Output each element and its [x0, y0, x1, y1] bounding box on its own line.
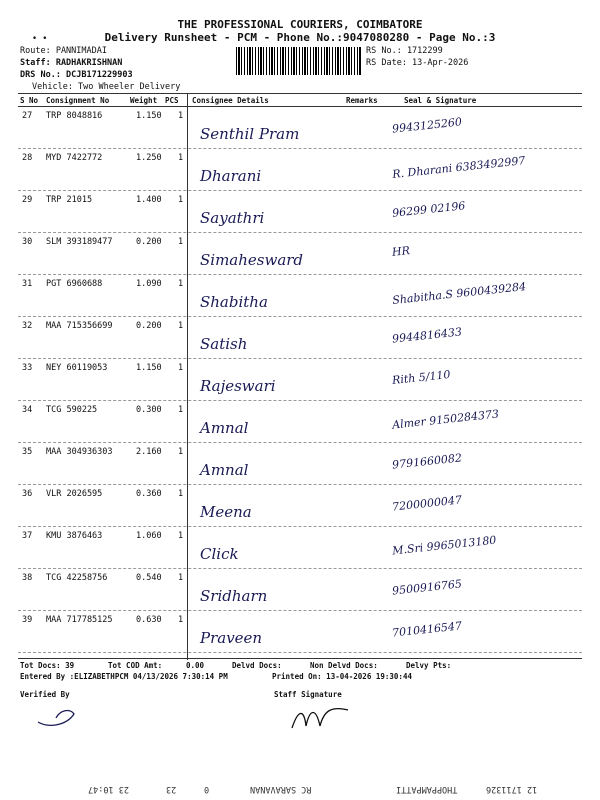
row-consignee-handwritten: Amnal: [200, 419, 249, 437]
row-pcs: 1: [178, 279, 184, 289]
row-pcs: 1: [178, 153, 184, 163]
row-sno: 38: [22, 573, 33, 583]
row-divider: [18, 400, 582, 401]
row-divider: [18, 568, 582, 569]
non-delvd-docs: Non Delvd Docs:: [310, 661, 378, 670]
row-pcs: 1: [178, 405, 184, 415]
staff-label: Staff: RADHAKRISHNAN: [20, 58, 123, 68]
row-divider: [18, 526, 582, 527]
bottom-strip-name: RC SARAVANAN: [250, 784, 312, 794]
bottom-strip-zero: 0: [204, 784, 210, 794]
row-divider: [18, 358, 582, 359]
tot-cod-value: 0.00: [186, 661, 205, 670]
row-weight: 0.300: [136, 405, 162, 415]
row-consignment: NEY 60119053: [46, 363, 108, 373]
row-pcs: 1: [178, 237, 184, 247]
row-weight: 0.540: [136, 573, 162, 583]
row-weight: 2.160: [136, 447, 162, 457]
tot-cod-label: Tot COD Amt:: [108, 661, 163, 670]
row-signature-handwritten: 9791660082: [391, 451, 463, 472]
row-consignment: TCG 590225: [46, 405, 98, 415]
company-title: THE PROFESSIONAL COURIERS, COIMBATORE: [177, 18, 423, 31]
row-consignee-handwritten: Rajeswari: [200, 377, 276, 395]
row-consignee-handwritten: Click: [200, 545, 239, 563]
row-divider: [18, 442, 582, 443]
row-sno: 39: [22, 615, 33, 625]
footer-rule: [18, 658, 582, 659]
row-signature-handwritten: 7010416547: [391, 619, 463, 640]
tot-docs: Tot Docs: 39: [20, 661, 75, 670]
row-signature-handwritten: HR: [391, 244, 411, 259]
row-divider: [18, 316, 582, 317]
printed-on: Printed On: 13-04-2026 19:30:44: [272, 672, 412, 681]
row-sno: 34: [22, 405, 33, 415]
row-weight: 0.360: [136, 489, 162, 499]
row-sno: 28: [22, 153, 33, 163]
col-divider: [187, 93, 188, 660]
row-sno: 27: [22, 111, 33, 121]
row-signature-handwritten: Rith 5/110: [391, 367, 452, 388]
row-weight: 1.250: [136, 153, 162, 163]
row-signature-handwritten: R. Dharani 6383492997: [391, 154, 526, 181]
row-pcs: 1: [178, 447, 184, 457]
row-divider: [18, 148, 582, 149]
row-divider: [18, 484, 582, 485]
row-pcs: 1: [178, 615, 184, 625]
col-sno: S No: [20, 96, 39, 105]
row-signature-handwritten: 9944816433: [391, 325, 463, 346]
table-top-rule: [18, 93, 582, 94]
col-seal: Seal & Signature: [404, 96, 477, 105]
row-consignee-handwritten: Meena: [200, 503, 252, 521]
row-sno: 31: [22, 279, 33, 289]
drs-label: DRS No.: DCJB171229903: [20, 70, 133, 80]
runsheet-title: Delivery Runsheet - PCM - Phone No.:9047080280 - Page No.:3: [104, 31, 496, 44]
row-sno: 30: [22, 237, 33, 247]
row-divider: [18, 190, 582, 191]
row-consignment: TCG 42258756: [46, 573, 108, 583]
vehicle-label: Vehicle: Two Wheeler Delivery: [32, 82, 181, 92]
row-weight: 1.400: [136, 195, 162, 205]
verified-signature: [30, 700, 90, 730]
col-pcs: PCS: [165, 96, 179, 105]
row-signature-handwritten: M.Sri 9965013180: [391, 533, 497, 558]
row-consignment: TRP 8048816: [46, 111, 103, 121]
rs-date: RS Date: 13-Apr-2026: [366, 58, 469, 68]
row-weight: 1.090: [136, 279, 162, 289]
row-sno: 29: [22, 195, 33, 205]
row-consignee-handwritten: Sayathri: [200, 209, 265, 227]
row-weight: 0.200: [136, 237, 162, 247]
row-signature-handwritten: 7200000047: [391, 493, 463, 514]
row-consignment: KMU 3876463: [46, 531, 103, 541]
route-label: Route: PANNIMADAI: [20, 46, 107, 56]
col-weight: Weight: [130, 96, 158, 105]
verified-by: Verified By: [20, 690, 70, 699]
row-pcs: 1: [178, 489, 184, 499]
row-weight: 1.150: [136, 111, 162, 121]
row-pcs: 1: [178, 363, 184, 373]
col-consignment: Consignment No: [46, 96, 110, 105]
row-consignee-handwritten: Sridharn: [200, 587, 268, 605]
row-consignee-handwritten: Shabitha: [200, 293, 268, 311]
row-consignment: TRP 21015: [46, 195, 93, 205]
row-pcs: 1: [178, 195, 184, 205]
staff-signature: [288, 700, 358, 734]
row-sno: 35: [22, 447, 33, 457]
delvd-docs: Delvd Docs:: [232, 661, 282, 670]
row-pcs: 1: [178, 321, 184, 331]
row-consignment: MYD 7422772: [46, 153, 103, 163]
row-consignee-handwritten: Senthil Pram: [200, 125, 300, 143]
row-pcs: 1: [178, 573, 184, 583]
row-signature-handwritten: Almer 9150284373: [391, 407, 500, 432]
row-consignee-handwritten: Dharani: [200, 167, 262, 185]
bottom-strip-time: 23 10:47: [88, 784, 129, 794]
row-sno: 32: [22, 321, 33, 331]
row-weight: 0.630: [136, 615, 162, 625]
col-remarks: Remarks: [346, 96, 378, 105]
row-signature-handwritten: 96299 02196: [391, 199, 466, 220]
rs-no: RS No.: 1712299: [366, 46, 443, 56]
row-pcs: 1: [178, 111, 184, 121]
col-consignee: Consignee Details: [192, 96, 269, 105]
row-weight: 1.150: [136, 363, 162, 373]
row-signature-handwritten: 9943125260: [391, 115, 463, 136]
row-divider: [18, 274, 582, 275]
row-consignee-handwritten: Simahesward: [200, 251, 304, 269]
barcode: [236, 47, 362, 75]
row-divider: [18, 232, 582, 233]
row-consignee-handwritten: Satish: [200, 335, 248, 353]
delvy-pts: Delvy Pts:: [406, 661, 452, 670]
row-consignment: SLM 393189477: [46, 237, 113, 247]
row-pcs: 1: [178, 531, 184, 541]
table-header-rule: [18, 106, 582, 107]
staff-signature-label: Staff Signature: [274, 690, 342, 699]
header-dots: • •: [32, 34, 48, 44]
row-divider: [18, 652, 582, 653]
bottom-strip-place: THOPPAMPATTI: [396, 784, 458, 794]
row-consignment: PGT 6960688: [46, 279, 103, 289]
row-divider: [18, 610, 582, 611]
row-signature-handwritten: Shabitha.S 9600439284: [391, 280, 527, 307]
row-consignment: MAA 304936303: [46, 447, 113, 457]
row-consignee-handwritten: Amnal: [200, 461, 249, 479]
row-consignment: MAA 717785125: [46, 615, 113, 625]
row-weight: 1.060: [136, 531, 162, 541]
row-sno: 33: [22, 363, 33, 373]
row-weight: 0.200: [136, 321, 162, 331]
bottom-strip-number: 12 1711326: [486, 784, 538, 794]
row-signature-handwritten: 9500916765: [391, 577, 463, 598]
row-consignment: MAA 715356699: [46, 321, 113, 331]
bottom-strip-num: 23: [166, 784, 177, 794]
row-consignee-handwritten: Praveen: [200, 629, 263, 647]
row-consignment: VLR 2026595: [46, 489, 103, 499]
row-sno: 37: [22, 531, 33, 541]
entered-by: Entered By :ELIZABETHPCM 04/13/2026 7:30:14 PM: [20, 672, 228, 681]
row-sno: 36: [22, 489, 33, 499]
